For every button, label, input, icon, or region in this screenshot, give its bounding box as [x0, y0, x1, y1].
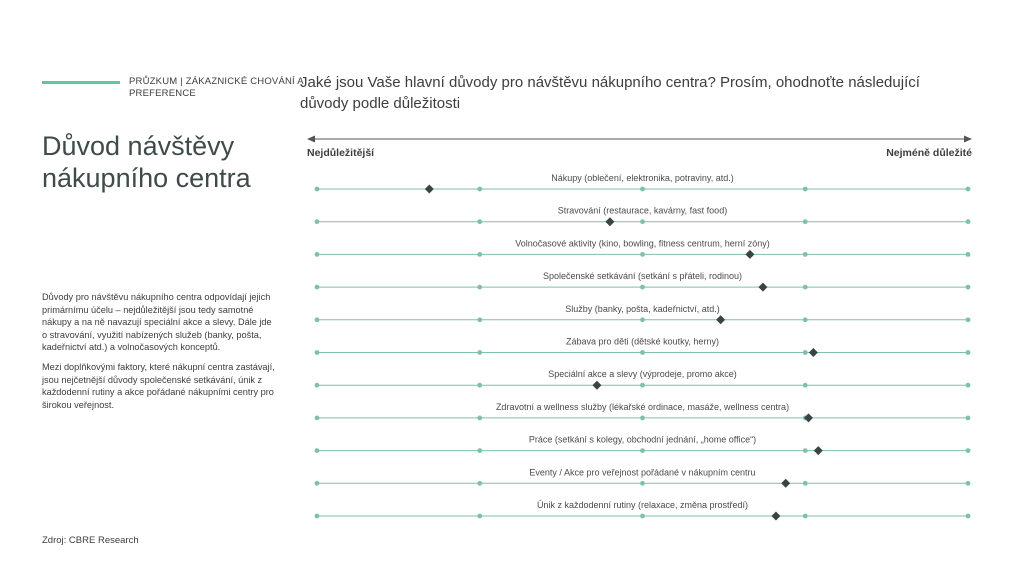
scale-point	[966, 448, 971, 453]
importance-axis	[307, 136, 972, 160]
chart-row	[315, 238, 971, 259]
body-paragraph-2: Mezi doplňkovými faktory, které nákupní centra zastávají, jsou nejčetnější důvody společenské setkávání, únik z každodenní rutiny a akce pořádané nákupními centry pro širokou veřejnost.	[42, 361, 275, 410]
scale-point	[803, 285, 808, 290]
scale-point	[966, 285, 971, 290]
row-label: Volnočasové aktivity (kino, bowling, fitness centrum, herní zóny)	[515, 238, 770, 249]
average-rank-marker	[771, 512, 780, 521]
scale-point	[315, 187, 320, 192]
scale-point	[315, 416, 320, 421]
scale-point	[966, 219, 971, 224]
scale-point	[315, 383, 320, 388]
scale-point	[477, 416, 482, 421]
scale-point	[966, 383, 971, 388]
chart-row	[315, 173, 971, 194]
average-rank-marker	[745, 250, 754, 259]
row-label: Speciální akce a slevy (výprodeje, promo akce)	[548, 369, 737, 380]
scale-point	[477, 481, 482, 486]
scale-point	[477, 448, 482, 453]
scale-point	[640, 252, 645, 257]
scale-point	[640, 317, 645, 322]
scale-point	[640, 416, 645, 421]
scale-point	[966, 514, 971, 519]
scale-point	[640, 219, 645, 224]
scale-point	[640, 383, 645, 388]
scale-point	[477, 350, 482, 355]
scale-point	[966, 252, 971, 257]
average-rank-marker	[804, 413, 813, 422]
chart-rows	[315, 173, 971, 521]
scale-point	[803, 383, 808, 388]
average-rank-marker	[605, 217, 614, 226]
row-label: Únik z každodenní rutiny (relaxace, změna prostředí)	[536, 500, 749, 510]
scale-point	[803, 514, 808, 519]
average-rank-marker	[809, 348, 818, 357]
scale-point	[803, 252, 808, 257]
chart-row	[315, 369, 971, 390]
scale-point	[640, 481, 645, 486]
scale-point	[803, 481, 808, 486]
scale-point	[477, 252, 482, 257]
row-label: Zábava pro děti (dětské koutky, herny)	[566, 336, 719, 347]
scale-point	[477, 219, 482, 224]
scale-point	[966, 187, 971, 192]
scale-point	[315, 219, 320, 224]
scale-point	[803, 317, 808, 322]
scale-point	[477, 317, 482, 322]
chart-row	[315, 435, 971, 456]
average-rank-marker	[814, 446, 823, 455]
arrow-left-icon	[307, 136, 315, 143]
scale-point	[477, 285, 482, 290]
scale-point	[315, 317, 320, 322]
scale-point	[640, 350, 645, 355]
scale-point	[477, 383, 482, 388]
chart-row	[315, 500, 971, 521]
scale-point	[315, 514, 320, 519]
chart-row	[315, 206, 971, 227]
axis-right-label: Nejméně důležité	[886, 147, 972, 159]
chart-row	[315, 304, 971, 325]
chart-row	[315, 467, 971, 488]
scale-point	[315, 350, 320, 355]
chart-row	[315, 337, 971, 358]
row-label: Služby (banky, pošta, kadeřnictví, atd.)	[565, 303, 720, 314]
average-rank-marker	[758, 283, 767, 292]
scale-point	[640, 285, 645, 290]
scale-point	[640, 514, 645, 519]
average-rank-marker	[781, 479, 790, 488]
source-note: Zdroj: CBRE Research	[42, 535, 139, 546]
scale-point	[315, 448, 320, 453]
scale-point	[966, 416, 971, 421]
row-label: Eventy / Akce pro veřejnost pořádané v nákupním centru	[529, 467, 756, 478]
scale-point	[640, 448, 645, 453]
row-label: Práce (setkání s kolegy, obchodní jednání, „home office“)	[528, 434, 757, 445]
scale-point	[477, 187, 482, 192]
scale-point	[315, 252, 320, 257]
row-label: Nákupy (oblečení, elektronika, potraviny, atd.)	[551, 173, 734, 183]
scale-point	[803, 350, 808, 355]
axis-left-label: Nejdůležitější	[307, 147, 375, 159]
scale-point	[315, 481, 320, 486]
scale-point	[966, 350, 971, 355]
chart-row	[315, 271, 971, 292]
average-rank-marker	[425, 185, 434, 194]
scale-point	[803, 219, 808, 224]
scale-point	[966, 481, 971, 486]
scale-point	[477, 514, 482, 519]
average-rank-marker	[592, 381, 601, 390]
survey-question: Jaké jsou Vaše hlavní důvody pro návštěvu nákupního centra? Prosím, ohodnoťte následující důvody podle důležitosti	[300, 74, 920, 112]
section-kicker: PRŮZKUM | ZÁKAZNICKÉ CHOVÁNÍ A PREFERENCE	[129, 76, 304, 99]
scale-point	[966, 317, 971, 322]
page-title: Důvod návštěvy nákupního centra	[42, 131, 251, 193]
scale-point	[640, 187, 645, 192]
row-label: Stravování (restaurace, kavárny, fast food)	[557, 205, 728, 216]
scale-point	[315, 285, 320, 290]
average-rank-marker	[716, 315, 725, 324]
row-label: Společenské setkávání (setkání s přáteli, rodinou)	[542, 271, 743, 282]
row-label: Zdravotní a wellness služby (lékařské ordinace, masáže, wellness centra)	[495, 401, 790, 412]
arrow-right-icon	[964, 136, 972, 143]
body-paragraph-1: Důvody pro návštěvu nákupního centra odpovídají jejich primárnímu účelu – nejdůležitější jsou tedy samotné nákupy a na ně navazují speciální akce a slevy. Dále jde o stravování, využití nabízených služeb (banky, pošta, kadeřnictví atd.) a volnočasových konceptů.	[42, 292, 272, 353]
chart-row	[315, 402, 971, 423]
scale-point	[803, 187, 808, 192]
scale-point	[803, 448, 808, 453]
